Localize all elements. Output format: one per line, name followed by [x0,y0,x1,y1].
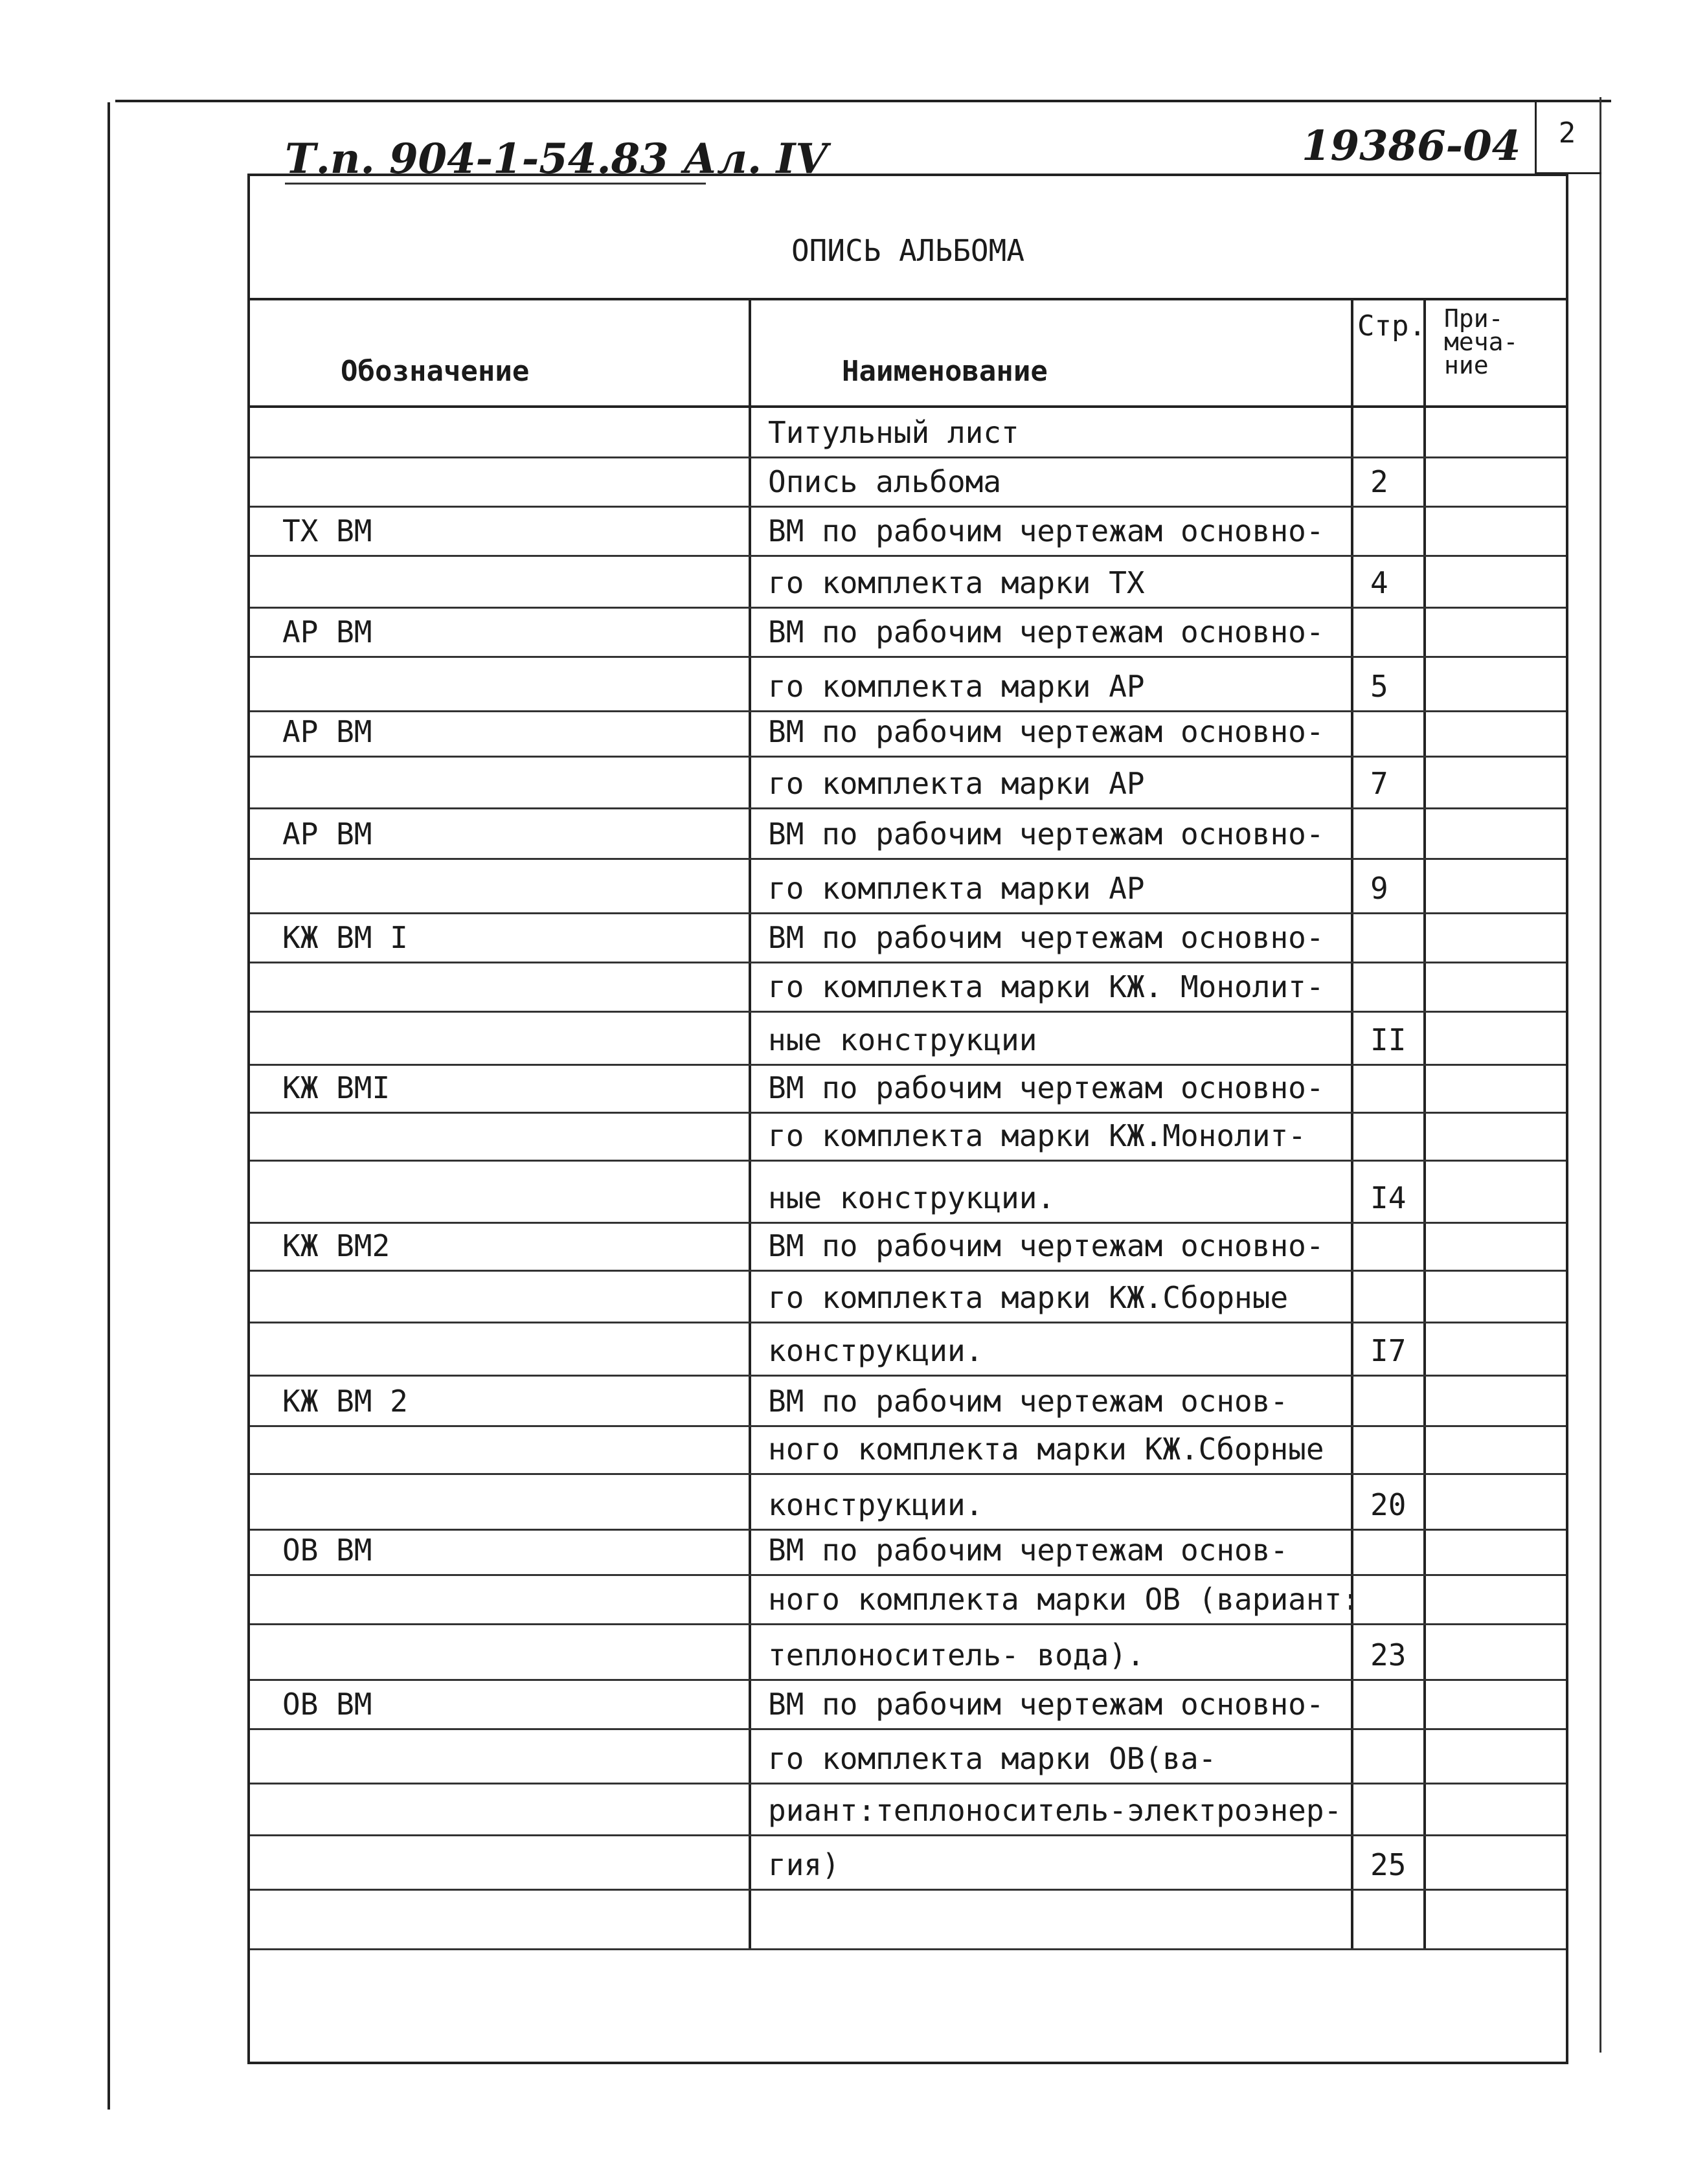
table-row [250,508,1566,557]
note-cell [1423,458,1568,506]
table-row [250,1323,1566,1377]
name-cell-text: ВМ по рабочим чертежам основно- [768,1687,1324,1722]
note-cell [1423,1066,1568,1112]
name-cell [749,609,1351,656]
page-cell [1351,1836,1423,1889]
page-cell-text: 9 [1370,871,1388,906]
designation-cell [250,609,749,656]
designation-cell [250,1730,749,1783]
name-cell-text: ного комплекта марки ОВ (вариант: [768,1582,1360,1617]
table-row [250,1784,1566,1836]
table-title: ОПИСЬ АЛЬБОМА [791,233,1025,268]
page-cell [1351,1730,1423,1783]
designation-cell [250,1836,749,1889]
note-cell [1423,1681,1568,1728]
designation-cell [250,1625,749,1679]
page-cell [1351,1784,1423,1834]
name-cell-text: го комплекта марки АР [768,871,1145,906]
name-cell [749,1427,1351,1473]
page-cell [1351,557,1423,607]
page-cell [1351,809,1423,858]
name-cell [749,658,1351,710]
designation-cell-text: КЖ ВМ I [282,920,408,955]
name-cell [749,712,1351,756]
name-cell [749,408,1351,456]
table-row [250,712,1566,758]
name-cell-text: ВМ по рабочим чертежам основно- [768,1228,1324,1263]
page-cell [1351,458,1423,506]
name-cell-text: конструкции. [768,1333,984,1368]
designation-cell [250,1224,749,1270]
page-cell-text: II [1370,1022,1407,1057]
name-cell [749,1531,1351,1574]
table-row [250,408,1566,458]
name-cell-text: ВМ по рабочим чертежам основно- [768,614,1324,649]
note-cell [1423,1114,1568,1160]
name-cell-text: го комплекта марки АР [768,766,1145,801]
note-cell [1423,1891,1568,1948]
name-cell-text: риант:теплоноситель-электроэнер- [768,1793,1342,1828]
designation-cell [250,860,749,912]
note-cell [1423,609,1568,656]
note-cell [1423,963,1568,1011]
designation-cell [250,809,749,858]
table-row [250,914,1566,963]
name-cell-text: Опись альбома [768,464,1002,499]
name-cell-text: го комплекта марки ОВ(ва- [768,1741,1217,1776]
designation-cell-text: АР ВМ [282,714,372,749]
page-cell [1351,1576,1423,1623]
table-row [250,1427,1566,1475]
page-cell-text: 23 [1370,1638,1407,1672]
note-cell [1423,408,1568,456]
note-cell [1423,1576,1568,1623]
name-cell [749,557,1351,607]
page-cell [1351,1681,1423,1728]
page-cell [1351,1013,1423,1064]
name-cell [749,1784,1351,1834]
page-cell-text: 2 [1370,464,1388,499]
designation-cell [250,963,749,1011]
designation-cell [250,557,749,607]
name-cell [749,1891,1351,1948]
designation-cell [250,458,749,506]
table-row [250,1576,1566,1625]
page-cell [1351,609,1423,656]
table-row [250,1162,1566,1224]
page-cell [1351,758,1423,807]
table-row [250,1891,1566,1950]
note-cell [1423,508,1568,555]
table-title-row [250,176,1566,300]
note-cell [1423,1162,1568,1222]
table-row [250,1224,1566,1272]
note-cell [1423,758,1568,807]
header-note: При- меча- ние [1444,304,1519,379]
sheet-number: 2 [1558,117,1576,150]
table-row [250,1531,1566,1576]
name-cell-text: го комплекта марки КЖ. Монолит- [768,969,1324,1004]
designation-cell-text: АР ВМ [282,614,372,649]
designation-cell [250,658,749,710]
name-cell [749,1013,1351,1064]
header-cell-name [749,300,1351,405]
designation-cell-text: ОВ ВМ [282,1533,372,1568]
name-cell [749,860,1351,912]
name-cell-text: ВМ по рабочим чертежам основ- [768,1533,1289,1568]
name-cell [749,1836,1351,1889]
note-cell [1423,712,1568,756]
page-cell [1351,1531,1423,1574]
table-row [250,1475,1566,1531]
designation-cell [250,1531,749,1574]
table-row [250,609,1566,658]
designation-cell [250,408,749,456]
page-cell-text: I7 [1370,1333,1407,1368]
designation-cell [250,1377,749,1425]
page-frame-left-line [107,102,110,2110]
designation-cell-text: ТХ ВМ [282,513,372,548]
header-cell-note [1423,300,1568,405]
page-cell [1351,1323,1423,1375]
name-cell [749,1066,1351,1112]
name-cell [749,758,1351,807]
name-cell [749,1224,1351,1270]
note-cell [1423,914,1568,962]
designation-cell [250,1475,749,1529]
table-row [250,658,1566,712]
page-cell-text: 5 [1370,669,1388,704]
table-row [250,758,1566,809]
table-row [250,1272,1566,1323]
name-cell [749,1681,1351,1728]
note-cell [1423,1475,1568,1529]
page-cell [1351,1475,1423,1529]
name-cell [749,458,1351,506]
header-name: Наименование [842,355,1048,388]
note-cell [1423,1013,1568,1064]
note-cell [1423,1377,1568,1425]
designation-cell-text: КЖ ВМI [282,1070,390,1105]
album-contents-table [247,174,1568,2064]
name-cell [749,1730,1351,1783]
table-row [250,809,1566,860]
name-cell-text: ВМ по рабочим чертежам основно- [768,816,1324,851]
page-cell [1351,658,1423,710]
page-cell-text: 4 [1370,565,1388,600]
page-cell [1351,914,1423,962]
name-cell [749,1576,1360,1623]
name-cell-text: го комплекта марки КЖ.Сборные [768,1280,1289,1315]
name-cell-text: ВМ по рабочим чертежам основно- [768,714,1324,749]
document-code: Т.п. 904-1-54.83 Ал. IV [285,135,828,183]
table-header-row [250,300,1566,408]
page-frame-top-line [115,100,1611,102]
page-cell-text: 20 [1370,1487,1407,1522]
name-cell [749,1114,1351,1160]
name-cell-text: гия) [768,1847,840,1882]
table-row [250,1377,1566,1427]
name-cell-text: конструкции. [768,1487,984,1522]
page-cell [1351,860,1423,912]
table-row [250,1836,1566,1891]
page-cell [1351,1377,1423,1425]
name-cell-text: Титульный лист [768,415,1019,450]
note-cell [1423,557,1568,607]
table-row [250,1066,1566,1114]
name-cell-text: ВМ по рабочим чертежам основно- [768,1070,1324,1105]
designation-cell-text: ОВ ВМ [282,1687,372,1722]
note-cell [1423,1323,1568,1375]
page-cell [1351,1272,1423,1322]
note-cell [1423,1625,1568,1679]
designation-cell-text: КЖ ВМ 2 [282,1384,408,1419]
name-cell-text: го комплекта марки ТХ [768,565,1145,600]
note-cell [1423,658,1568,710]
designation-cell [250,1427,749,1473]
name-cell [749,1162,1351,1222]
page-cell [1351,1891,1423,1948]
page-cell [1351,712,1423,756]
table-row [250,1681,1566,1730]
designation-cell [250,1576,749,1623]
table-row [250,557,1566,609]
note-cell [1423,860,1568,912]
designation-cell-text: КЖ ВМ2 [282,1228,390,1263]
header-cell-designation [250,300,749,405]
designation-cell [250,1323,749,1375]
name-cell-text: ВМ по рабочим чертежам основно- [768,513,1324,548]
designation-cell [250,508,749,555]
header-designation: Обозначение [341,355,530,388]
note-cell [1423,1224,1568,1270]
designation-cell-text: АР ВМ [282,816,372,851]
note-cell [1423,1836,1568,1889]
designation-cell [250,758,749,807]
note-cell [1423,1427,1568,1473]
name-cell [749,914,1351,962]
designation-cell [250,1066,749,1112]
page-cell [1351,1114,1423,1160]
page-cell [1351,1224,1423,1270]
designation-cell [250,1272,749,1322]
header-page: Стр. [1357,310,1426,343]
designation-cell [250,1681,749,1728]
name-cell-text: теплоноситель- вода). [768,1638,1145,1672]
header-cell-page [1351,300,1426,405]
page-cell [1351,408,1423,456]
table-row [250,963,1566,1013]
name-cell [749,1272,1351,1322]
name-cell-text: ВМ по рабочим чертежам основно- [768,920,1324,955]
name-cell [749,1475,1351,1529]
page-cell [1351,1066,1423,1112]
note-cell [1423,1730,1568,1783]
note-cell [1423,1272,1568,1322]
designation-cell [250,1162,749,1222]
name-cell-text: ные конструкции [768,1022,1037,1057]
table-row [250,1114,1566,1162]
page-cell [1351,1625,1423,1679]
name-cell-text: го комплекта марки КЖ.Монолит- [768,1118,1306,1153]
table-row [250,1013,1566,1066]
name-cell [749,963,1351,1011]
designation-cell [250,712,749,756]
table-row [250,458,1566,508]
note-cell [1423,1531,1568,1574]
name-cell [749,809,1351,858]
page-cell-text: I4 [1370,1180,1407,1215]
name-cell-text: ные конструкции. [768,1180,1056,1215]
designation-cell [250,1784,749,1834]
note-cell [1423,1784,1568,1834]
page-cell [1351,1162,1423,1222]
name-cell-text: ВМ по рабочим чертежам основ- [768,1384,1289,1419]
name-cell [749,1625,1351,1679]
name-cell [749,508,1351,555]
page-cell [1351,508,1423,555]
table-row [250,1625,1566,1681]
designation-cell [250,914,749,962]
page-cell-text: 7 [1370,766,1388,801]
name-cell-text: го комплекта марки АР [768,669,1145,704]
note-cell [1423,809,1568,858]
table-row [250,1730,1566,1784]
name-cell-text: ного комплекта марки КЖ.Сборные [768,1432,1324,1467]
designation-cell [250,1891,749,1948]
page-cell-text: 25 [1370,1847,1407,1882]
name-cell [749,1377,1351,1425]
page-frame-right-line [1600,97,1601,2053]
designation-cell [250,1114,749,1160]
page-cell [1351,1427,1423,1473]
table-row [250,860,1566,914]
archive-number: 19386-04 [1302,122,1521,170]
designation-cell [250,1013,749,1064]
page-cell [1351,963,1423,1011]
name-cell [749,1323,1351,1375]
